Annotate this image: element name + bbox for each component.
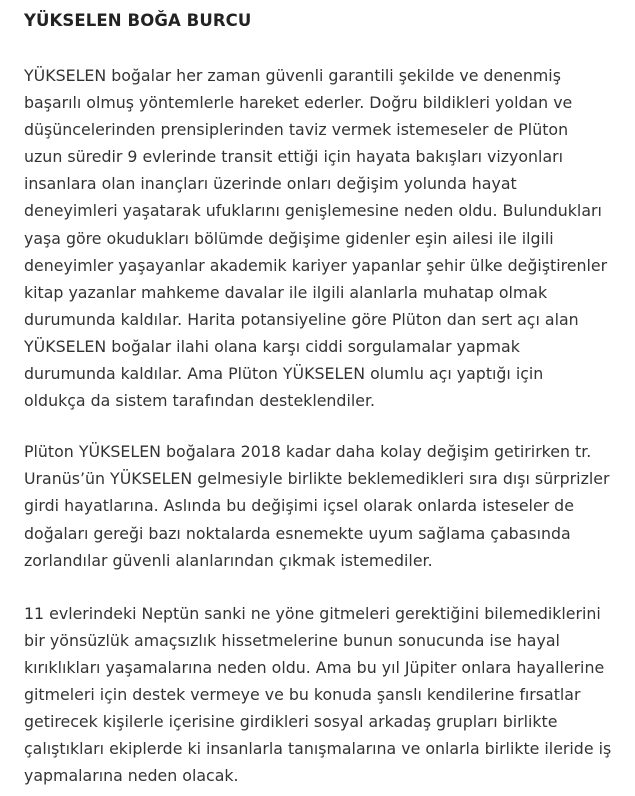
text-line: durumunda kaldılar. Harita potansiyeline göre Plüton dan sert açı alan xyxy=(24,309,579,329)
text-line: YÜKSELEN boğalar ilahi olana karşı ciddi sorgulamalar yapmak xyxy=(24,336,520,356)
text-line: Uranüs’ün YÜKSELEN gelmesiyle birlikte beklemedikleri sıra dışı sürprizler xyxy=(24,469,610,489)
paragraph-1 xyxy=(24,62,634,414)
text-line: deneyimleri yaşatarak ufuklarını genişlemesine neden oldu. Bulundukları xyxy=(24,201,602,221)
text-line: başarılı olmuş yöntemlerle hareket ederler. Doğru bildikleri yoldan ve xyxy=(24,93,573,113)
text-line: deneyimler yaşayanlar akademik kariyer yapanlar şehir ülke değiştirenler xyxy=(24,255,608,275)
text-line: düşüncelerinden prensiplerinden taviz vermek istemeseler de Plüton xyxy=(24,120,569,140)
text-line: bir yönsüzlük amaçsızlık hissetmelerine bunun sonucunda ise hayal xyxy=(24,630,560,650)
text-line: gitmeleri için destek vermeye ve bu konuda şanslı kendilerine fırsatlar xyxy=(24,684,581,704)
text-line: yapmalarına neden olacak. xyxy=(24,766,239,786)
text-line: girdi hayatlarına. Aslında bu değişimi içsel olarak onlarda isteseler de xyxy=(24,496,574,516)
text-line: zorlandılar güvenli alanlarından çıkmak istemediler. xyxy=(24,550,433,570)
paragraph-3 xyxy=(24,600,634,790)
text-line: çalıştıkları ekiplerde ki insanlarla tanışmalarına ve onlarla birlikte ileride iş xyxy=(24,739,612,759)
text-line: kitap yazanlar mahkeme davalar ile ilgili alanlarla muhatap olmak xyxy=(24,282,548,302)
article-heading: YÜKSELEN BOĞA BURCU xyxy=(24,11,252,30)
text-line: YÜKSELEN boğalar her zaman güvenli garantili şekilde ve denenmiş xyxy=(24,66,561,85)
text-line: Plüton YÜKSELEN boğalara 2018 kadar daha kolay değişim getirirken tr. xyxy=(24,442,592,462)
text-line: uzun süredir 9 evlerinde transit ettiği için hayata bakışları vizyonları xyxy=(24,147,564,167)
paragraph-2 xyxy=(24,438,634,573)
text-line: insanlara olan inançları üzerinde onları değişim yolunda hayat xyxy=(24,174,517,194)
text-line: oldukça da sistem tarafından desteklendiler. xyxy=(24,391,376,411)
text-line: yaşa göre okudukları bölümde değişime gidenler eşin ailesi ile ilgili xyxy=(24,228,554,248)
article xyxy=(24,0,634,789)
text-line: doğaları gereği bazı noktalarda esnemekte uyum sağlama çabasında xyxy=(24,523,571,543)
text-line: kırıklıkları yaşamalarına neden oldu. Ama bu yıl Jüpiter onlara hayallerine xyxy=(24,657,605,677)
text-line: 11 evlerindeki Neptün sanki ne yöne gitmeleri gerektiğini bilemediklerini xyxy=(24,603,601,623)
text-line: durumunda kaldılar. Ama Plüton YÜKSELEN olumlu açı yaptığı için xyxy=(24,364,544,384)
text-line: getirecek kişilerle içerisine girdikleri sosyal arkadaş grupları birlikte xyxy=(24,712,558,732)
